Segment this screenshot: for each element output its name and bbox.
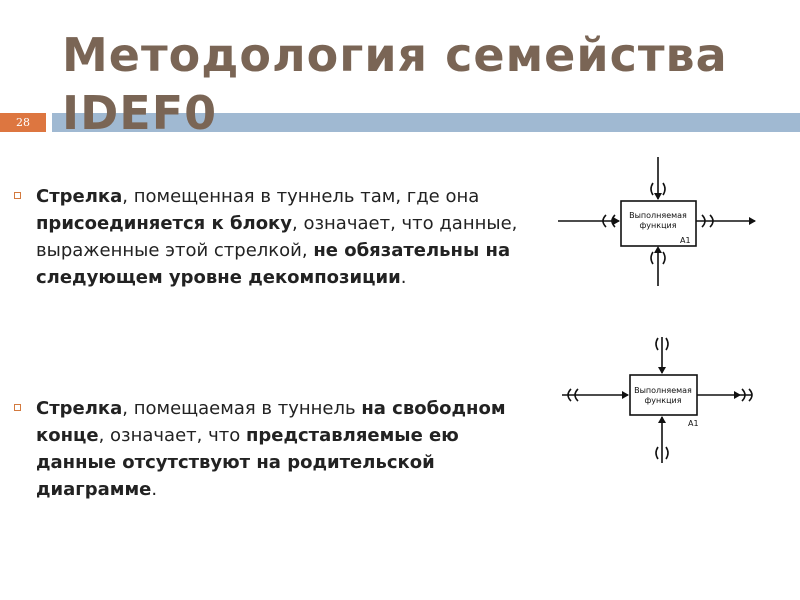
arrowhead-icon (654, 246, 662, 253)
text-run: . (400, 267, 407, 288)
emphasized-text: присоединяется к блоку (36, 213, 293, 234)
box-label-line2: функция (639, 221, 677, 230)
arrowhead-icon (734, 391, 741, 399)
function-box (630, 375, 697, 415)
arrowhead-icon (749, 217, 756, 225)
text-run: , означает, что (98, 425, 246, 446)
text-run: , помещенная в туннель там, где она (122, 186, 480, 207)
node-id: A1 (688, 419, 699, 428)
box-label-line1: Выполняемая (629, 211, 687, 220)
arrowhead-icon (654, 193, 662, 200)
text-run: . (151, 479, 158, 500)
tunnel-paren-icon (666, 447, 668, 459)
slide-number: 28 (0, 113, 46, 132)
slide-title: Методология семейства IDEF0 (62, 28, 728, 140)
text-run: , помещаемая в туннель (122, 398, 362, 419)
box-label-line1: Выполняемая (634, 386, 692, 395)
arrowhead-icon (658, 367, 666, 374)
emphasized-text: на свободном конце (36, 398, 506, 446)
box-label-line2: функция (644, 396, 682, 405)
arrowhead-icon (658, 416, 666, 423)
bullet-text (36, 395, 524, 503)
arrowhead-icon (622, 391, 629, 399)
node-id: A1 (680, 236, 691, 245)
tunnel-paren-icon (666, 338, 668, 350)
bullet-text (36, 183, 524, 291)
bullet-item-2 (14, 395, 524, 503)
bullet-item-1 (14, 183, 524, 291)
tunnel-paren-icon (651, 252, 653, 264)
text-run: , означает, что данные, выраженные этой стрелкой, (36, 213, 518, 261)
tunnel-paren-icon (651, 183, 653, 195)
emphasized-text: Стрелка (36, 398, 123, 419)
tunnel-paren-icon (663, 252, 665, 264)
bullet-marker-icon (14, 404, 21, 411)
emphasized-text: Стрелка (36, 186, 123, 207)
bullet-marker-icon (14, 192, 21, 199)
arrowhead-icon (613, 217, 620, 225)
emphasized-text: не обязательны на следующем уровне декомпозиции (36, 240, 511, 288)
idef0-diagram-tunnel-at-block (552, 155, 762, 290)
tunnel-paren-icon (656, 447, 658, 459)
emphasized-text: представляемые ею данные отсутствуют на родительской диаграмме (36, 425, 459, 500)
tunnel-paren-icon (663, 183, 665, 195)
idef0-diagram-tunnel-at-free-end (552, 335, 762, 470)
tunnel-paren-icon (656, 338, 658, 350)
